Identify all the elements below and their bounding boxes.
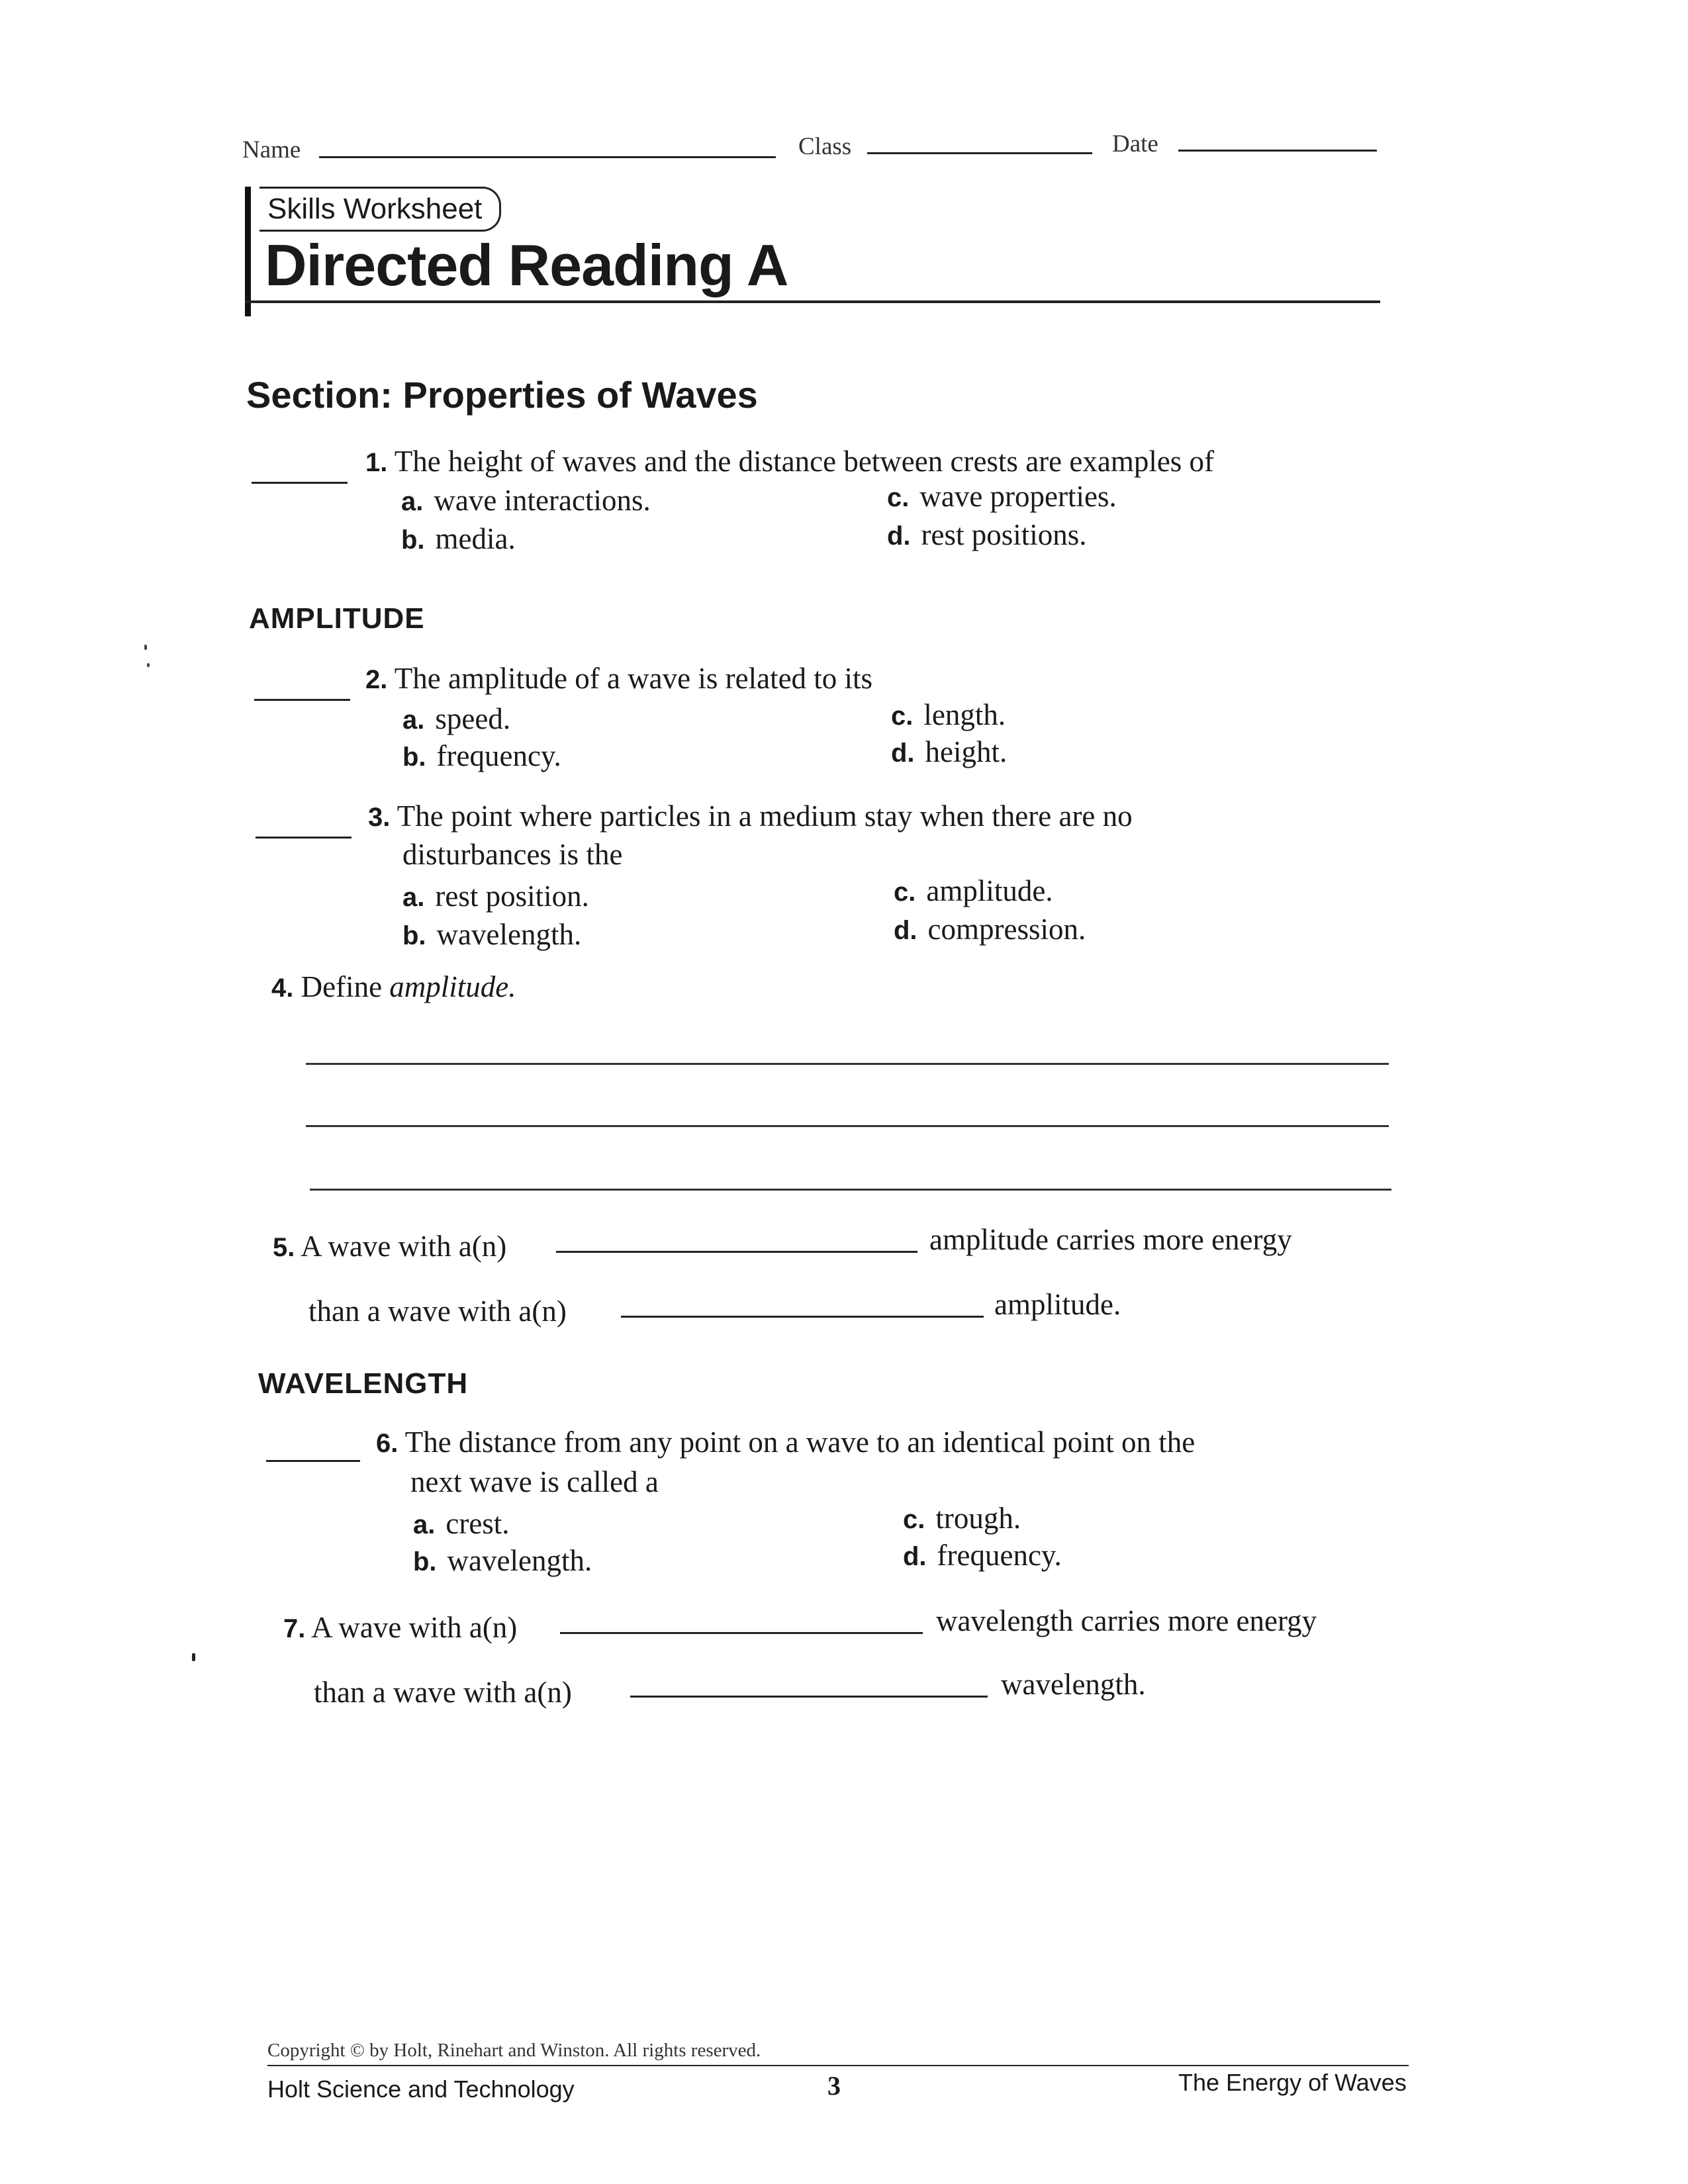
option-3d[interactable]: d. compression. [894,913,1086,946]
question-term: amplitude. [389,970,516,1003]
name-label: Name [242,136,301,163]
question-text: The amplitude of a wave is related to its [394,662,873,695]
answer-line-3[interactable] [310,1189,1391,1191]
question-number: 7. [283,1614,306,1643]
footer-rule [267,2065,1409,2066]
question-number: 5. [273,1233,295,1262]
answer-blank-q1[interactable] [252,482,348,484]
question-7-part4: wavelength. [1001,1668,1146,1701]
option-3c[interactable]: c. amplitude. [894,874,1053,907]
answer-blank-q3[interactable] [256,837,352,839]
question-3-line2: disturbances is the [402,838,623,871]
option-2d[interactable]: d. height. [891,735,1008,768]
question-7-line2: than a wave with a(n) [314,1676,572,1709]
question-2 [365,659,872,699]
answer-blank-q2[interactable] [254,699,350,701]
question-6-line2: next wave is called a [410,1465,659,1498]
question-number: 2. [365,665,388,694]
skills-worksheet-label: Skills Worksheet [267,193,483,225]
option-6b[interactable]: b. wavelength. [413,1544,592,1577]
option-2a[interactable]: a. speed. [402,702,511,735]
question-7-line1 [283,1608,517,1648]
banner-bar [245,187,251,316]
publisher-name: Holt Science and Technology [267,2075,575,2103]
question-4 [271,968,516,1007]
name-field[interactable] [319,156,776,158]
option-3a[interactable]: a. rest position. [402,880,589,913]
option-1b[interactable]: b. media. [401,522,516,555]
option-6c[interactable]: c. trough. [903,1502,1021,1535]
question-text: The height of waves and the distance between crests are examples of [394,445,1215,478]
answer-blank-q6[interactable] [266,1460,360,1462]
question-3 [368,797,1133,837]
scan-speck [192,1653,195,1661]
wavelength-heading: WAVELENGTH [258,1367,469,1400]
option-3b[interactable]: b. wavelength. [402,918,582,951]
answer-line-2[interactable] [306,1125,1389,1127]
question-5-part4: amplitude. [994,1288,1121,1321]
question-text-line1: The point where particles in a medium stay when there are no [397,799,1133,833]
skills-worksheet-tag [259,187,501,232]
date-field[interactable] [1178,150,1377,152]
scan-speck [147,663,150,667]
fill-blank-q7b[interactable] [630,1696,988,1698]
date-label: Date [1112,130,1158,158]
question-5-line2: than a wave with a(n) [308,1295,567,1328]
amplitude-heading: AMPLITUDE [249,602,425,635]
question-7-part2: wavelength carries more energy [936,1604,1317,1637]
question-text: A wave with a(n) [301,1230,507,1263]
question-1 [365,442,1214,482]
option-2c[interactable]: c. length. [891,698,1006,731]
question-5-part2: amplitude carries more energy [929,1223,1292,1256]
copyright-notice: Copyright © by Holt, Rinehart and Winston. All rights reserved. [267,2040,761,2061]
question-6 [376,1423,1195,1463]
page-number: 3 [827,2071,841,2101]
question-number: 3. [368,803,391,832]
chapter-title: The Energy of Waves [1178,2069,1407,2096]
option-1d[interactable]: d. rest positions. [887,518,1087,551]
question-text-line1: The distance from any point on a wave to an identical point on the [404,1426,1196,1459]
question-5-line1 [273,1227,506,1267]
title-underline [245,300,1380,303]
question-number: 1. [365,448,388,477]
class-field[interactable] [867,152,1092,154]
section-title: Section: Properties of Waves [246,374,758,416]
option-1a[interactable]: a. wave interactions. [401,484,651,517]
option-1c[interactable]: c. wave properties. [887,480,1117,513]
question-text: A wave with a(n) [311,1611,518,1644]
question-number: 4. [271,974,294,1003]
question-text: Define [301,970,383,1003]
fill-blank-q5b[interactable] [621,1316,984,1318]
answer-line-1[interactable] [306,1063,1389,1065]
scan-speck [144,645,147,650]
worksheet-title: Directed Reading A [265,232,788,298]
option-6a[interactable]: a. crest. [413,1507,510,1540]
option-6d[interactable]: d. frequency. [903,1539,1062,1572]
question-number: 6. [376,1429,399,1458]
option-2b[interactable]: b. frequency. [402,739,561,772]
class-label: Class [798,133,852,160]
fill-blank-q5a[interactable] [556,1251,917,1253]
fill-blank-q7a[interactable] [560,1632,923,1634]
